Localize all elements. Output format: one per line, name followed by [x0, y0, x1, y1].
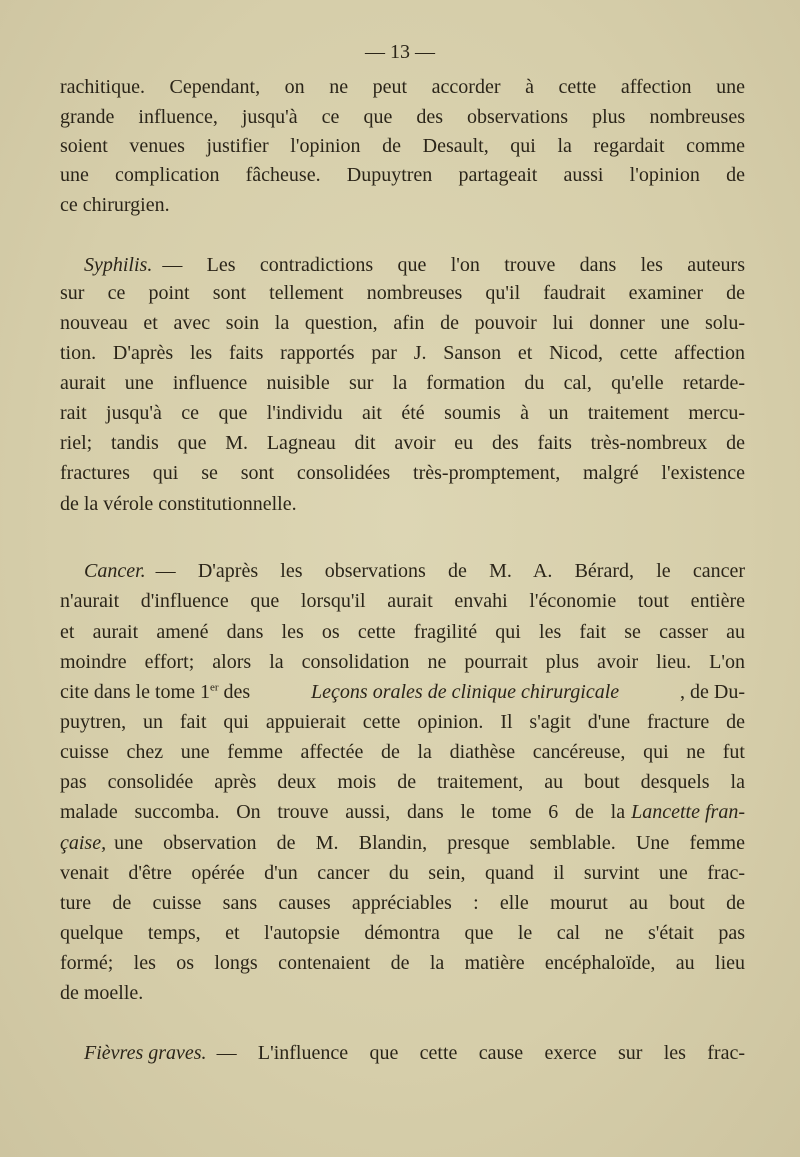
journal-title: çaise, — [60, 832, 107, 854]
text-span: une observation de M. Blandin, presque semblable. Une femme — [114, 832, 745, 854]
text-line: sur ce point sont tellement nombreuses qu'il faudrait examiner de — [60, 282, 745, 304]
text-line: grande influence, jusqu'à ce que des observations plus nombreuses — [60, 106, 745, 128]
text-line: ce chirurgien. — [60, 194, 170, 216]
text-line: n'aurait d'influence que lorsqu'il aurait envahi l'économie tout entière — [60, 590, 745, 612]
text-line — [84, 559, 745, 583]
text-line: de la vérole constitutionnelle. — [60, 493, 297, 515]
text-line: nouveau et avec soin la question, afin de pouvoir lui donner une solu- — [60, 312, 745, 334]
text-line: moindre effort; alors la consolidation ne pourrait plus avoir lieu. L'on — [60, 651, 745, 673]
text-line: venait d'être opérée d'un cancer du sein, quand il survint une frac- — [60, 862, 745, 884]
text-line: fractures qui se sont consolidées très-promptement, malgré l'existence — [60, 462, 745, 484]
journal-title: Lancette fran- — [631, 801, 745, 823]
text-span: — Les contradictions que l'on trouve dans les auteurs — [162, 254, 745, 276]
text-line — [84, 1041, 745, 1065]
text-span: malade succomba. On trouve aussi, dans le tome 6 de la — [60, 801, 626, 823]
text-line: puytren, un fait qui appuierait cette opinion. Il s'agit d'une fracture de — [60, 711, 745, 733]
section-heading: Syphilis. — [84, 254, 153, 276]
text-line: soient venues justifier l'opinion de Desault, qui la regardait comme — [60, 135, 745, 157]
text-line: rachitique. Cependant, on ne peut accorder à cette affection une — [60, 76, 745, 98]
text-line — [60, 680, 745, 704]
text-line: ture de cuisse sans causes appréciables : elle mourut au bout de — [60, 892, 745, 914]
text-line: pas consolidée après deux mois de traitement, au bout desquels la — [60, 771, 745, 793]
text-line — [84, 253, 745, 277]
text-line: formé; les os longs contenaient de la matière encéphaloïde, au lieu — [60, 952, 745, 974]
text-span: cite dans le tome 1 — [60, 681, 210, 703]
text-line: et aurait amené dans les os cette fragilité qui les fait se casser au — [60, 621, 745, 643]
text-span: des — [223, 681, 251, 703]
text-line: quelque temps, et l'autopsie démontra que le cal ne s'était pas — [60, 922, 745, 944]
book-title: Leçons orales de clinique chirurgicale — [311, 681, 620, 703]
text-line: tion. D'après les faits rapportés par J. Sanson et Nicod, cette affection — [60, 342, 745, 364]
text-line: rait jusqu'à ce que l'individu ait été soumis à un traitement mercu- — [60, 402, 745, 424]
text-line — [60, 831, 745, 855]
text-line: riel; tandis que M. Lagneau dit avoir eu des faits très-nombreux de — [60, 432, 745, 454]
text-span: — L'influence que cette cause exerce sur les frac- — [216, 1042, 745, 1064]
text-line: une complication fâcheuse. Dupuytren partageait aussi l'opinion de — [60, 164, 745, 186]
section-heading: Cancer. — [84, 560, 146, 582]
section-heading: Fièvres graves. — [84, 1042, 207, 1064]
page-number: — 13 — — [365, 41, 435, 63]
text-span: — D'après les observations de M. A. Bérard, le cancer — [155, 560, 745, 582]
superscript: er — [209, 681, 219, 694]
text-span — [60, 680, 250, 704]
text-line: cuisse chez une femme affectée de la diathèse cancéreuse, qui ne fut — [60, 741, 745, 763]
text-span: , de Du- — [680, 681, 745, 703]
text-line — [60, 800, 745, 824]
text-line: de moelle. — [60, 982, 144, 1004]
text-line: aurait une influence nuisible sur la formation du cal, qu'elle retarde- — [60, 372, 745, 394]
